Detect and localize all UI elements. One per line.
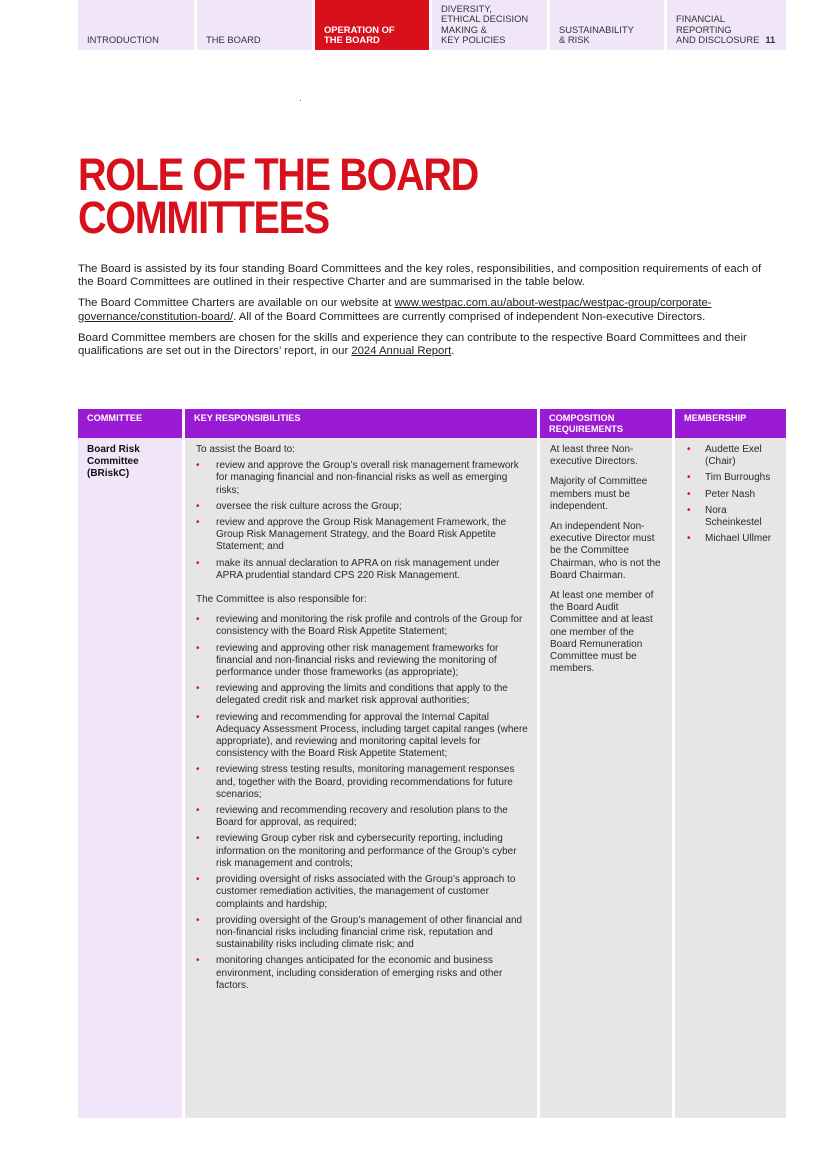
list-item: • oversee the risk culture across the Group; [196, 501, 528, 513]
responsibilities-lead: To assist the Board to: [196, 444, 295, 455]
responsibilities-cell [185, 438, 537, 992]
list-item: • reviewing Group cyber risk and cybersecurity reporting, including information on the monitoring and performance of the Group’s cyber risk management and controls; [196, 833, 528, 870]
nav-tab-label: SUSTAINABILITY & RISK [559, 23, 634, 46]
header-responsibilities: KEY RESPONSIBILITIES [185, 409, 537, 438]
committee-column [78, 409, 182, 1118]
intro-text [78, 263, 768, 366]
decorative-dot [300, 100, 301, 101]
composition-item: Majority of Committee members must be independent. [550, 476, 648, 512]
nav-tab-label: FINANCIAL REPORTING AND DISCLOSURE [676, 13, 760, 46]
member-list [687, 444, 777, 545]
page-number: 11 [765, 34, 776, 46]
nav-tab-introduction[interactable] [78, 0, 194, 50]
section-nav [78, 0, 786, 50]
nav-tab-label: INTRODUCTION [87, 34, 159, 46]
composition-cell [540, 438, 672, 675]
intro-paragraph-charters [78, 297, 768, 323]
annual-report-link[interactable]: 2024 Annual Report [351, 345, 452, 358]
header-membership: MEMBERSHIP [675, 409, 786, 438]
list-item: • review and approve the Group’s overall risk management framework for managing financial and non-financial risks as well as emerging risks; [196, 460, 528, 497]
responsibilities-list-b [196, 614, 528, 992]
responsibilities-subheading: The Committee is also responsible for: [196, 594, 367, 606]
intro-paragraph-members [78, 332, 768, 358]
committee-name: Board Risk Committee (BRiskC) [87, 444, 140, 480]
composition-item: At least three Non-executive Directors. [550, 444, 638, 468]
nav-tab-the-board[interactable] [197, 0, 312, 50]
nav-tab-diversity-ethics-policies[interactable] [432, 0, 547, 50]
member-item: • Peter Nash [687, 489, 777, 501]
list-item: • providing oversight of the Group’s management of other financial and non-financial risks including financial crime risk, reputation and sustainability risks including climate risk; and [196, 915, 528, 952]
list-item: • reviewing and approving other risk management frameworks for financial and non-financial risks and reviewing the monitoring of performance under those frameworks (as appropriate); [196, 643, 528, 680]
composition-item: An independent Non-executive Director must be the Committee Chairman, who is not the Board Chairman. [550, 521, 661, 581]
nav-tab-label: DIVERSITY, ETHICAL DECISION MAKING & KEY POLICIES [441, 2, 529, 46]
list-item: • reviewing and recommending recovery and resolution plans to the Board for approval, as required; [196, 805, 528, 829]
membership-cell [675, 438, 786, 545]
committees-table [78, 409, 786, 1118]
member-item: • Tim Burroughs [687, 472, 777, 484]
intro-text-segment: . [451, 345, 455, 358]
intro-text-segment: The Board Committee Charters are available on our website at [78, 297, 395, 310]
intro-paragraph: The Board is assisted by its four standing Board Committees and the key roles, responsibilities, and composition requirements of each of the Board Committees are outlined in their respective Charter and are summarised in the table below. [78, 263, 762, 289]
composition-column [540, 409, 672, 1118]
list-item: • review and approve the Group Risk Management Framework, the Group Risk Management Strategy, and the Board Risk Appetite Statement; and [196, 517, 528, 554]
responsibilities-column [185, 409, 537, 1118]
list-item: • monitoring changes anticipated for the economic and business environment, including consideration of emerging risks and other factors. [196, 955, 528, 992]
member-item: • Nora Scheinkestel [687, 505, 777, 529]
membership-column [675, 409, 786, 1118]
nav-tab-label: OPERATION OF THE BOARD [324, 23, 395, 46]
page-title: ROLE OF THE BOARD COMMITTEES [78, 149, 478, 243]
nav-tab-sustainability-risk[interactable] [550, 0, 664, 50]
nav-tab-label: THE BOARD [206, 34, 261, 46]
member-item: • Audette Exel (Chair) [687, 444, 777, 468]
intro-text-segment: Board Committee members are chosen for the skills and experience they can contribute to the respective Board Committees and their qualifications are set out in the Directors’ report, in our [78, 331, 747, 358]
list-item: • providing oversight of risks associated with the Group’s approach to customer remediation activities, the management of customer complaints and hardship; [196, 874, 528, 911]
list-item: • reviewing and recommending for approval the Internal Capital Adequacy Assessment Process, including target capital ranges (where appropriate), and reviewing and monitoring capital levels for consistency with the Board Risk Appetite Statement; [196, 712, 528, 761]
responsibilities-list-a [196, 460, 528, 582]
list-item: • reviewing stress testing results, monitoring management responses and, together with the Board, providing recommendations for future scenarios; [196, 764, 528, 801]
nav-tab-operation-of-the-board[interactable] [315, 0, 429, 50]
list-item: • reviewing and approving the limits and conditions that apply to the delegated credit risk and market risk approval authorities; [196, 683, 528, 707]
list-item: • reviewing and monitoring the risk profile and controls of the Group for consistency with the Board Risk Appetite Statement; [196, 614, 528, 638]
header-committee: COMMITTEE [78, 409, 182, 438]
nav-tab-financial-reporting[interactable] [667, 0, 786, 50]
header-composition: COMPOSITION REQUIREMENTS [540, 409, 672, 438]
charters-link[interactable]: www.westpac.com.au/about-westpac/westpac-group/corporate-governance/constitution-board/ [78, 297, 712, 323]
list-item: • make its annual declaration to APRA on risk management under APRA prudential standard CPS 220 Risk Management. [196, 558, 528, 582]
member-item: • Michael Ullmer [687, 533, 777, 545]
intro-text-segment: . All of the Board Committees are currently comprised of independent Non-executive Directors. [233, 310, 706, 323]
composition-item: At least one member of the Board Audit Committee and at least one member of the Board Remuneration Committee must be members. [550, 590, 654, 675]
